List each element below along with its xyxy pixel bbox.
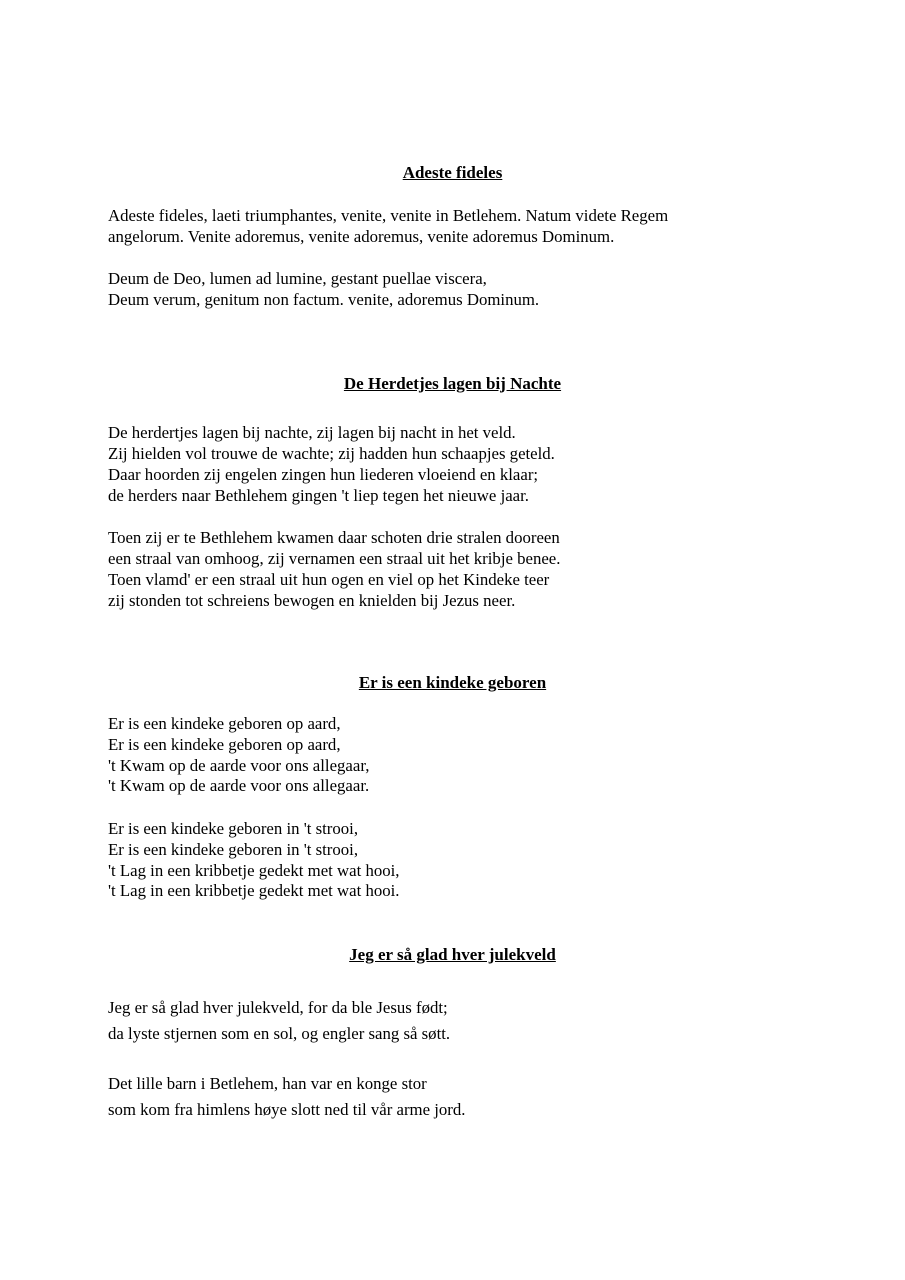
song-title: Er is een kindeke geboren: [358, 673, 547, 692]
stanza-line: Er is een kindeke geboren op aard,: [108, 734, 341, 754]
song-title: Jeg er så glad hver julekveld: [349, 945, 556, 964]
stanza-line: Adeste fideles, laeti triumphantes, venite, venite in Betlehem. Natum videte Regem: [108, 206, 669, 225]
stanza-line: Daar hoorden zij engelen zingen hun liederen vloeiend en klaar;: [108, 465, 539, 484]
stanza-line: de herders naar Bethlehem gingen 't liep tegen het nieuwe jaar.: [108, 486, 529, 505]
stanza-line: Toen zij er te Bethlehem kwamen daar schoten drie stralen dooreen: [108, 528, 560, 547]
stanza-line: Zij hielden vol trouwe de wachte; zij hadden hun schaapjes geteld.: [108, 444, 555, 463]
stanza-line: da lyste stjernen som en sol, og engler sang så søtt.: [108, 1024, 451, 1043]
song-title: Adeste fideles: [402, 163, 503, 182]
stanza: [108, 205, 808, 247]
stanza-line: een straal van omhoog, zij vernamen een straal uit het kribje benee.: [108, 549, 561, 568]
stanza-line: Deum de Deo, lumen ad lumine, gestant puellae viscera,: [108, 269, 487, 288]
stanza-line: 't Kwam op de aarde voor ons allegaar,: [108, 755, 370, 775]
stanza-line: De herdertjes lagen bij nachte, zij lagen bij nacht in het veld.: [108, 423, 516, 442]
stanza: [108, 422, 808, 506]
stanza: [108, 995, 808, 1047]
stanza: [108, 714, 808, 797]
stanza-line: Deum verum, genitum non factum. venite, adoremus Dominum.: [108, 290, 540, 309]
stanza-line: Er is een kindeke geboren in 't strooi,: [108, 839, 359, 859]
stanza-line: 't Kwam op de aarde voor ons allegaar.: [108, 776, 370, 796]
stanza-line: Er is een kindeke geboren in 't strooi,: [108, 819, 359, 838]
stanza-line: Toen vlamd' er een straal uit hun ogen en viel op het Kindeke teer: [108, 570, 550, 589]
stanza-line: Jeg er så glad hver julekveld, for da ble Jesus født;: [108, 998, 448, 1017]
stanza: [108, 1071, 808, 1123]
song-title: De Herdetjes lagen bij Nachte: [343, 374, 562, 393]
stanza: [108, 819, 808, 902]
stanza: [108, 268, 808, 310]
stanza-line: som kom fra himlens høye slott ned til vår arme jord.: [108, 1100, 466, 1119]
stanza-line: Er is een kindeke geboren op aard,: [108, 714, 341, 733]
stanza-line: angelorum. Venite adoremus, venite adoremus, venite adoremus Dominum.: [108, 227, 615, 246]
stanza-line: 't Lag in een kribbetje gedekt met wat hooi,: [108, 860, 400, 880]
stanza: [108, 527, 808, 611]
stanza-line: 't Lag in een kribbetje gedekt met wat hooi.: [108, 881, 400, 901]
stanza-line: zij stonden tot schreiens bewogen en knielden bij Jezus neer.: [108, 591, 516, 610]
stanza-line: Det lille barn i Betlehem, han var en konge stor: [108, 1074, 427, 1093]
